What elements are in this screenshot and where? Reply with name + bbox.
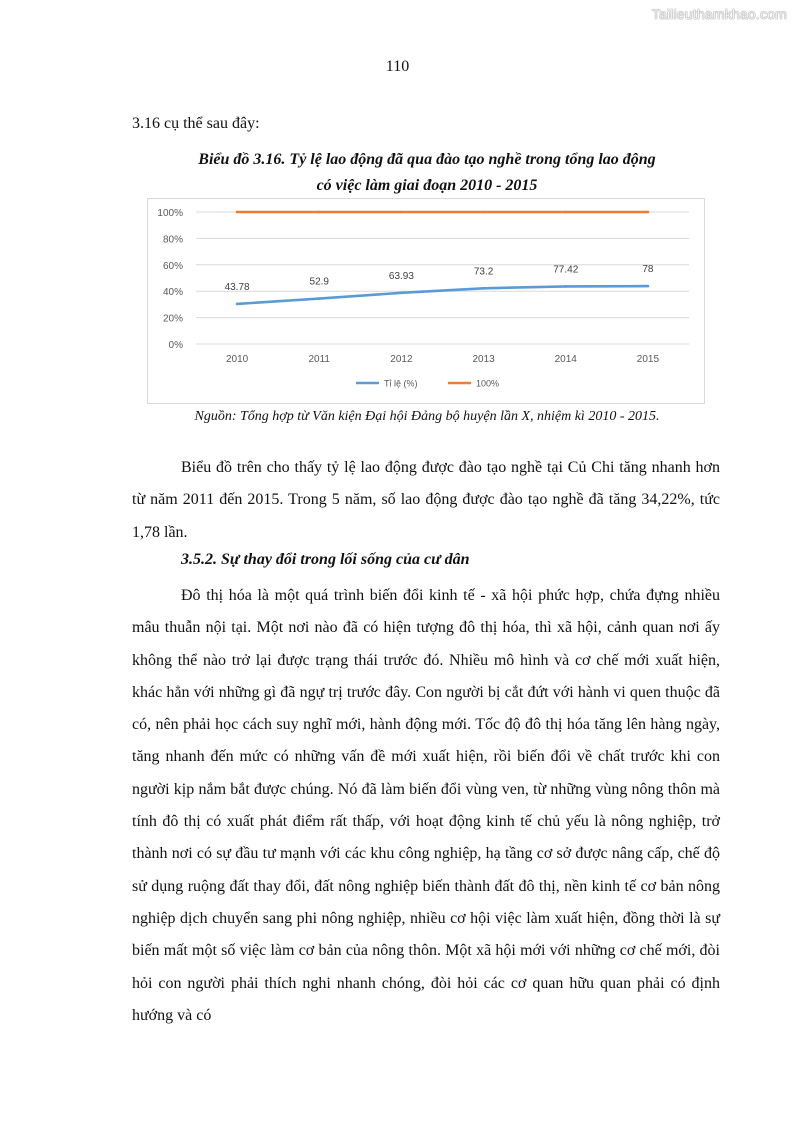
data-point <box>564 211 567 214</box>
paragraph-1-text: Biểu đồ trên cho thấy tỷ lệ lao động được đào tạo nghề tại Củ Chi tăng nhanh hơn từ năm 2011 đến 2015. Trong 5 năm, số lao động được đào tạo nghề đã tăng 34,22%, tức 1,78 lần. <box>132 459 720 541</box>
y-tick-label: 80% <box>162 234 183 246</box>
lead-line: 3.16 cụ thể sau đây: <box>132 115 260 132</box>
line-chart <box>148 199 704 403</box>
data-point <box>318 211 321 214</box>
data-point <box>564 285 567 288</box>
data-point <box>236 211 239 214</box>
y-tick-label: 60% <box>162 260 183 272</box>
data-point <box>318 297 321 300</box>
data-label: 52.9 <box>309 276 329 288</box>
x-tick-label: 2013 <box>472 354 495 365</box>
y-tick-label: 0% <box>168 340 183 351</box>
legend-label: Tỉ lệ (%) <box>384 378 418 389</box>
x-tick-label: 2014 <box>554 354 577 365</box>
paragraph-2 <box>132 580 720 1032</box>
watermark: Tailieuthamkhao.com <box>651 6 787 22</box>
x-tick-label: 2010 <box>225 354 249 365</box>
x-tick-label: 2011 <box>308 354 331 365</box>
data-point <box>647 211 650 214</box>
paragraph-1 <box>132 452 720 549</box>
x-tick-label: 2015 <box>636 354 660 365</box>
y-tick-label: 20% <box>162 313 183 325</box>
chart-title-line-1: Biểu đồ 3.16. Tỷ lệ lao động đã qua đào tạo nghề trong tổng lao động <box>198 151 656 168</box>
y-tick-label: 40% <box>162 287 183 299</box>
data-point <box>482 211 485 214</box>
data-point <box>236 303 239 306</box>
data-label: 78 <box>642 264 654 276</box>
source-note: Nguồn: Tổng hợp từ Văn kiện Đại hội Đảng bộ huyện lần X, nhiệm kì 2010 - 2015. <box>194 409 660 424</box>
series-line <box>237 286 648 304</box>
data-point <box>482 287 485 290</box>
data-label: 73.2 <box>473 266 494 278</box>
y-tick-label: 100% <box>157 208 183 219</box>
chart-title-line-2: có việc làm giai đoạn 2010 - 2015 <box>316 177 538 194</box>
data-label: 77.42 <box>553 264 579 276</box>
page-number: 110 <box>385 58 410 75</box>
chart-container <box>147 198 705 404</box>
data-point <box>400 211 403 214</box>
section-heading: 3.5.2. Sự thay đổi trong lối sống của cư dân <box>181 551 470 568</box>
legend-label: 100% <box>476 378 500 389</box>
data-point <box>400 291 403 294</box>
paragraph-2-text: Đô thị hóa là một quá trình biến đổi kinh tế - xã hội phức hợp, chứa đựng nhiều mâu thuẫn nội tại. Một nơi nào đã có hiện tượng đô thị hóa, thì xã hội, cảnh quan nơi ấy không thể nào trở lại được trạng thái trước đó. Nhiều mô hình và cơ chế mới xuất hiện, khác hẳn với những gì đã ngự trị trước đây. Con người bị cắt đứt với hành vi quen thuộc đã có, nên phải học cách suy nghĩ mới, hành động mới. Tốc độ đô thị hóa tăng lên hàng ngày, tăng nhanh đến mức có những vấn đề mới xuất hiện, rồi biến đổi về chất trước khi con người kịp nắm bắt được chúng. Nó đã làm biến đổi vùng ven, từ những vùng nông thôn mà tính đô thị có xuất phát điểm rất thấp, với hoạt động kinh tế chủ yếu là nông nghiệp, trở thành nơi có sự đầu tư mạnh với các khu công nghiệp, hạ tầng cơ sở được nâng cấp, chế độ sử dụng ruộng đất thay đổi, đất nông nghiệp biến thành đất đô thị, nền kinh tế cơ bản nông nghiệp dịch chuyển sang phi nông nghiệp, nhiều cơ hội việc làm xuất hiện, đồng thời là sự biến mất một số việc làm cơ bản của nông thôn. Một xã hội mới với những cơ chế mới, đòi hỏi con người phải thích nghi nhanh chóng, đòi hỏi các cơ quan hữu quan phải có định hướng và có <box>132 587 720 1024</box>
x-tick-label: 2012 <box>390 354 413 365</box>
data-label: 63.93 <box>388 270 414 282</box>
data-label: 43.78 <box>224 281 250 293</box>
chart-title <box>132 147 722 199</box>
data-point <box>647 285 650 288</box>
